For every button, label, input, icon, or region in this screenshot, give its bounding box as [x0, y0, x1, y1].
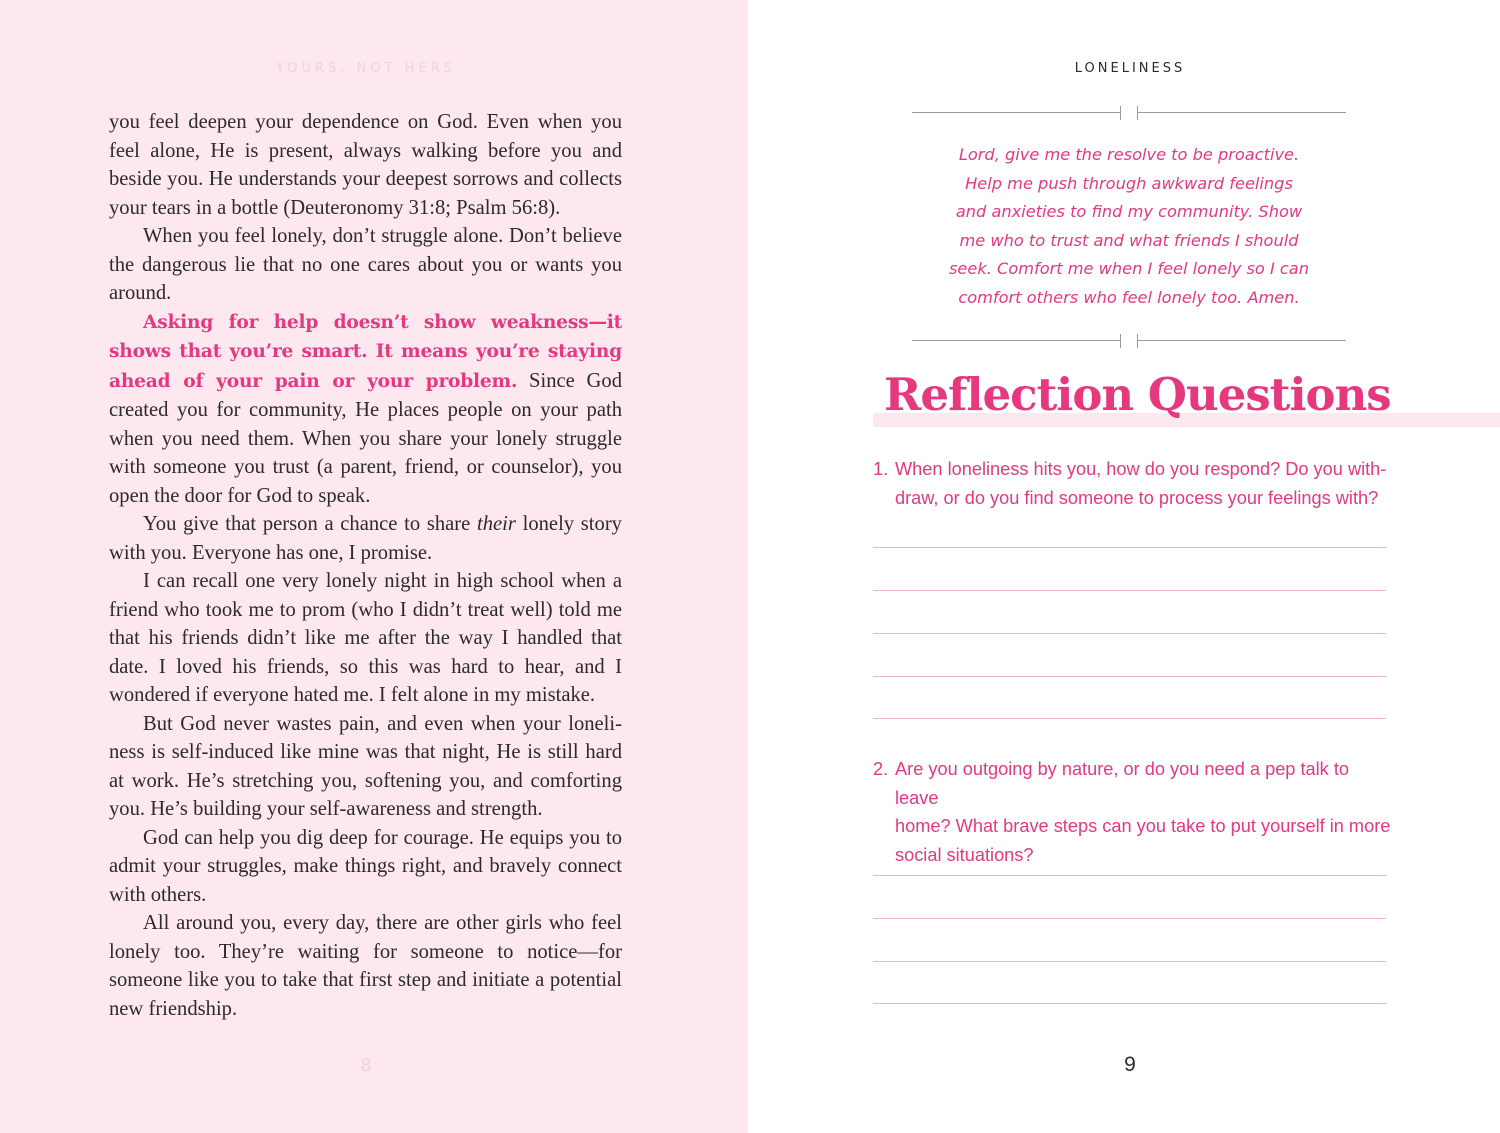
question-number: 2.	[873, 759, 889, 779]
paragraph-3	[109, 308, 622, 511]
question-1	[873, 455, 1393, 512]
answer-line[interactable]	[873, 547, 1386, 548]
left-page-number: 8	[360, 1055, 372, 1076]
answer-line[interactable]	[873, 961, 1386, 962]
left-body-text	[109, 108, 622, 1023]
question-2	[873, 755, 1393, 869]
paragraph-4-start: You give that person a chance to share	[143, 513, 478, 535]
divider-tick	[1120, 106, 1121, 120]
pull-quote-highlight: Asking for help doesn’t show weakness—it shows that you’re smart. It means you’re staying ahead of your pain or your problem.	[109, 311, 622, 392]
paragraph-2: When you feel lonely, don’t struggle alone. Don’t believe the dangerous lie that no one cares about you or wants you around.	[109, 225, 622, 304]
paragraph-1: you feel deepen your dependence on God. Even when you feel alone, He is present, always walking before you and beside you. He understands your deepest sorrows and collects your tears in a bottle (Deuteronomy 31:8; Psalm 56:8).	[109, 111, 622, 219]
divider-tick	[1137, 334, 1138, 348]
divider-line-right	[1137, 112, 1346, 113]
prayer-line: seek. Comfort me when I feel lonely so I can	[949, 259, 1309, 278]
prayer-line: Help me push through awkward feelings	[965, 173, 1293, 193]
prayer-line: comfort others who feel lonely too. Amen.	[958, 287, 1300, 307]
divider-tick	[1137, 106, 1138, 120]
paragraph-3-rest: Since God created you for community, He places people on your path when you need them. When you share your lonely struggle with someone you trust (a parent, friend, or counselor), you open the door for God to speak.	[109, 369, 622, 507]
question-line: When loneliness hits you, how do you respond? Do you with-	[895, 459, 1387, 479]
section-title: Reflection Questions	[884, 368, 1391, 421]
divider-line-left	[912, 340, 1120, 341]
question-line: home? What brave steps can you take to put yourself in more	[895, 816, 1391, 836]
prayer-top-divider	[912, 106, 1346, 120]
divider-tick	[1120, 334, 1121, 348]
prayer-line: me who to trust and what friends I should	[959, 230, 1299, 250]
divider-line-right	[1137, 340, 1346, 341]
paragraph-5: I can recall one very lonely night in high school when a friend who took me to prom (who I didn’t treat well) told me that his friends didn’t like me after the way I handled that date. I loved his friends, so this was hard to hear, and I wondered if everyone hated me. I felt alone in my mistake.	[109, 570, 622, 706]
paragraph-8: All around you, every day, there are other girls who feel lonely too. They’re waiting for someone to notice—for someone like you to take that first step and initiate a potential new friendship.	[109, 912, 622, 1020]
right-page	[748, 0, 1500, 1133]
question-line: draw, or do you find someone to process your feelings with?	[895, 487, 1379, 508]
question-number: 1.	[873, 459, 889, 479]
prayer-bottom-divider	[912, 334, 1346, 348]
paragraph-7: God can help you dig deep for courage. He equips you to admit your struggles, make things right, and bravely connect with others.	[109, 826, 622, 906]
answer-line[interactable]	[873, 918, 1386, 919]
question-line: social situations?	[895, 844, 1034, 865]
left-running-head: YOURS, NOT HERS	[276, 61, 456, 76]
right-running-head: LONELINESS	[1074, 61, 1186, 76]
answer-line[interactable]	[873, 590, 1386, 591]
prayer-line: Lord, give me the resolve to be proactive.	[958, 145, 1300, 164]
divider-line-left	[912, 112, 1120, 113]
prayer-text	[912, 141, 1346, 312]
answer-line[interactable]	[873, 633, 1386, 634]
answer-line[interactable]	[873, 875, 1386, 876]
answer-line[interactable]	[873, 676, 1386, 677]
prayer-line: and anxieties to find my community. Show	[955, 202, 1303, 221]
paragraph-6: But God never wastes pain, and even when your loneliness is self-induced like mine was that night, He is still hard at work. He’s stretching you, softening you, and comforting you. He’s building your self-awareness and strength.	[109, 712, 622, 820]
paragraph-4	[109, 510, 622, 567]
right-page-number: 9	[1124, 1053, 1136, 1076]
question-line: Are you outgoing by nature, or do you need a pep talk to leave	[895, 759, 1349, 808]
answer-line[interactable]	[873, 718, 1386, 719]
answer-line[interactable]	[873, 1003, 1386, 1004]
paragraph-4-emphasis: their	[477, 513, 516, 535]
left-page	[0, 0, 748, 1133]
paragraph-4-end: lonely story with you. Everyone has one, I promise.	[109, 513, 622, 564]
